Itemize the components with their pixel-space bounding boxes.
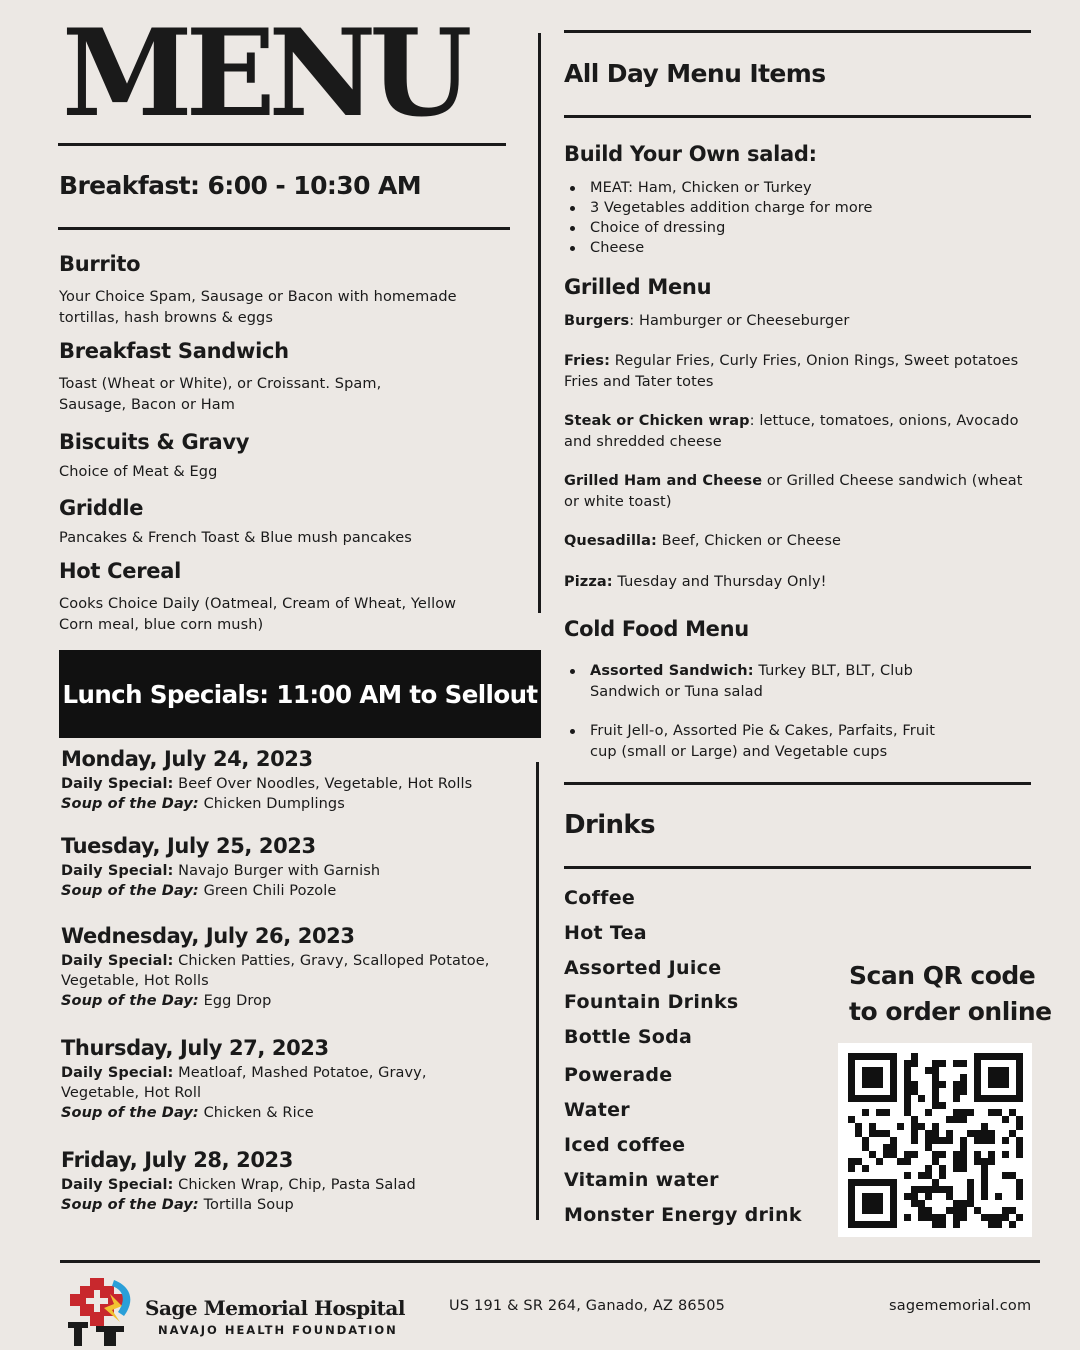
special-label: Daily Special:: [61, 776, 174, 792]
breakfast-item-title: Breakfast Sandwich: [59, 339, 289, 363]
divider: [564, 866, 1031, 869]
grilled-item: [564, 411, 1034, 453]
lunch-day: [61, 1148, 526, 1215]
drink-item: Fountain Drinks: [564, 991, 739, 1013]
org-subtitle: NAVAJO HEALTH FOUNDATION: [158, 1323, 398, 1337]
list-item: Cheese: [564, 238, 1024, 258]
breakfast-item-desc: Cooks Choice Daily (Oatmeal, Cream of Wheat, Yellow Corn meal, blue corn mush): [59, 596, 457, 633]
grilled-item: [564, 471, 1039, 513]
drink-item: Bottle Soda: [564, 1026, 693, 1048]
logo-icon: [66, 1276, 142, 1348]
qr-caption-line: to order online: [849, 997, 1052, 1026]
list-item: 3 Vegetables addition charge for more: [564, 198, 1024, 218]
grilled-item-text: Regular Fries, Curly Fries, Onion Rings, Sweet potatoes Fries and Tater totes: [564, 353, 1019, 390]
grilled-item: [564, 351, 1044, 393]
divider: [58, 227, 510, 230]
cold-heading: Cold Food Menu: [564, 617, 749, 641]
cold-item-text: Fruit Jell-o, Assorted Pie & Cakes, Parfaits, Fruit cup (small or Large) and Vegetable cups: [590, 723, 936, 760]
drink-item: Powerade: [564, 1064, 673, 1086]
cold-item-text: Turkey BLT, BLT, Club Sandwich or Tuna salad: [590, 663, 913, 700]
breakfast-item-title: Griddle: [59, 496, 144, 520]
soup-label: Soup of the Day:: [61, 1197, 199, 1213]
grilled-item-label: Grilled Ham and Cheese: [564, 473, 763, 489]
lunch-day: [61, 1036, 481, 1123]
cold-item-label: Assorted Sandwich:: [590, 663, 754, 679]
special-text: Beef Over Noodles, Vegetable, Hot Rolls: [178, 776, 473, 792]
soup-text: Egg Drop: [203, 993, 272, 1009]
special-text: Chicken Wrap, Chip, Pasta Salad: [178, 1177, 416, 1193]
drink-item: Assorted Juice: [564, 957, 722, 979]
divider: [564, 30, 1031, 33]
special-label: Daily Special:: [61, 1177, 174, 1193]
lunch-day: [61, 924, 526, 1011]
list-item: Choice of dressing: [564, 218, 1024, 238]
divider: [58, 143, 506, 146]
divider: [564, 115, 1031, 118]
day-date: Thursday, July 27, 2023: [61, 1036, 329, 1060]
breakfast-item-title: Biscuits & Gravy: [59, 430, 250, 454]
soup-label: Soup of the Day:: [61, 883, 199, 899]
day-date: Tuesday, July 25, 2023: [61, 834, 316, 858]
breakfast-item-desc: Choice of Meat & Egg: [59, 464, 218, 480]
breakfast-item-desc: Pancakes & French Toast & Blue mush pancakes: [59, 530, 412, 546]
day-date: Wednesday, July 26, 2023: [61, 924, 355, 948]
grilled-item-text: or Grilled Cheese sandwich (wheat or white toast): [564, 473, 1023, 510]
website-link[interactable]: sagememorial.com: [889, 1298, 1032, 1314]
qr-caption: [849, 958, 1052, 1030]
divider: [60, 1260, 1040, 1263]
special-label: Daily Special:: [61, 1065, 174, 1081]
divider: [538, 33, 541, 613]
grilled-item: [564, 572, 1044, 593]
special-label: Daily Special:: [61, 953, 174, 969]
breakfast-item-title: Hot Cereal: [59, 559, 181, 583]
divider: [536, 762, 539, 1220]
org-name: Sage Memorial Hospital: [145, 1296, 405, 1320]
qr-code-graphic: [838, 1043, 1032, 1237]
special-text: Meatloaf, Mashed Potatoe, Gravy, Vegetable, Hot Roll: [61, 1065, 427, 1101]
qr-code[interactable]: [838, 1043, 1032, 1237]
soup-text: Tortilla Soup: [203, 1197, 294, 1213]
lunch-day: [61, 834, 526, 901]
cold-list: [564, 661, 964, 763]
lunch-day: [61, 747, 526, 814]
soup-label: Soup of the Day:: [61, 796, 199, 812]
drink-item: Hot Tea: [564, 922, 647, 944]
soup-label: Soup of the Day:: [61, 993, 199, 1009]
day-date: Monday, July 24, 2023: [61, 747, 313, 771]
drink-item: Vitamin water: [564, 1169, 719, 1191]
grilled-item-sep: :: [749, 413, 760, 429]
divider: [564, 782, 1031, 785]
drinks-heading: Drinks: [564, 810, 655, 840]
grilled-heading: Grilled Menu: [564, 275, 712, 299]
drink-item: Water: [564, 1099, 630, 1121]
address: US 191 & SR 264, Ganado, AZ 86505: [449, 1298, 726, 1314]
logo: [66, 1276, 142, 1348]
list-item: [564, 661, 964, 703]
grilled-item-text: Beef, Chicken or Cheese: [661, 533, 841, 549]
grilled-item-label: Burgers: [564, 313, 630, 329]
grilled-item-label: Steak or Chicken wrap: [564, 413, 750, 429]
grilled-item-label: Fries:: [564, 353, 610, 369]
list-item: MEAT: Ham, Chicken or Turkey: [564, 178, 1024, 198]
grilled-item-text: Hamburger or Cheeseburger: [638, 313, 850, 329]
grilled-item: [564, 531, 1044, 552]
grilled-item-label: Pizza:: [564, 574, 613, 590]
qr-caption-line: Scan QR code: [849, 961, 1036, 990]
grilled-item-sep: :: [629, 313, 639, 329]
breakfast-item-title: Burrito: [59, 252, 141, 276]
lunch-heading: Lunch Specials: 11:00 AM to Sellout: [62, 679, 538, 709]
soup-text: Chicken & Rice: [203, 1105, 314, 1121]
grilled-item-text: lettuce, tomatoes, onions, Avocado and shredded cheese: [564, 413, 1019, 450]
drink-item: Coffee: [564, 887, 636, 909]
soup-text: Green Chili Pozole: [203, 883, 337, 899]
breakfast-item-desc: Toast (Wheat or White), or Croissant. Spam, Sausage, Bacon or Ham: [59, 376, 382, 413]
salad-heading: Build Your Own salad:: [564, 142, 817, 166]
drink-item: Iced coffee: [564, 1134, 686, 1156]
grilled-item-label: Quesadilla:: [564, 533, 657, 549]
menu-title: MENU: [62, 1, 466, 144]
special-text: Chicken Patties, Gravy, Scalloped Potatoe, Vegetable, Hot Rolls: [61, 953, 490, 989]
special-text: Navajo Burger with Garnish: [178, 863, 381, 879]
soup-label: Soup of the Day:: [61, 1105, 199, 1121]
grilled-item-text: Tuesday and Thursday Only!: [617, 574, 827, 590]
breakfast-item-desc: Your Choice Spam, Sausage or Bacon with homemade tortillas, hash browns & eggs: [59, 289, 457, 326]
day-date: Friday, July 28, 2023: [61, 1148, 293, 1172]
grilled-item: [564, 311, 1044, 332]
lunch-banner: [59, 650, 541, 738]
all-day-heading: All Day Menu Items: [564, 59, 826, 88]
breakfast-heading: Breakfast: 6:00 - 10:30 AM: [59, 171, 421, 200]
list-item: [564, 721, 964, 763]
special-label: Daily Special:: [61, 863, 174, 879]
soup-text: Chicken Dumplings: [203, 796, 345, 812]
drink-item: Monster Energy drink: [564, 1204, 802, 1226]
salad-list: [564, 178, 1024, 258]
